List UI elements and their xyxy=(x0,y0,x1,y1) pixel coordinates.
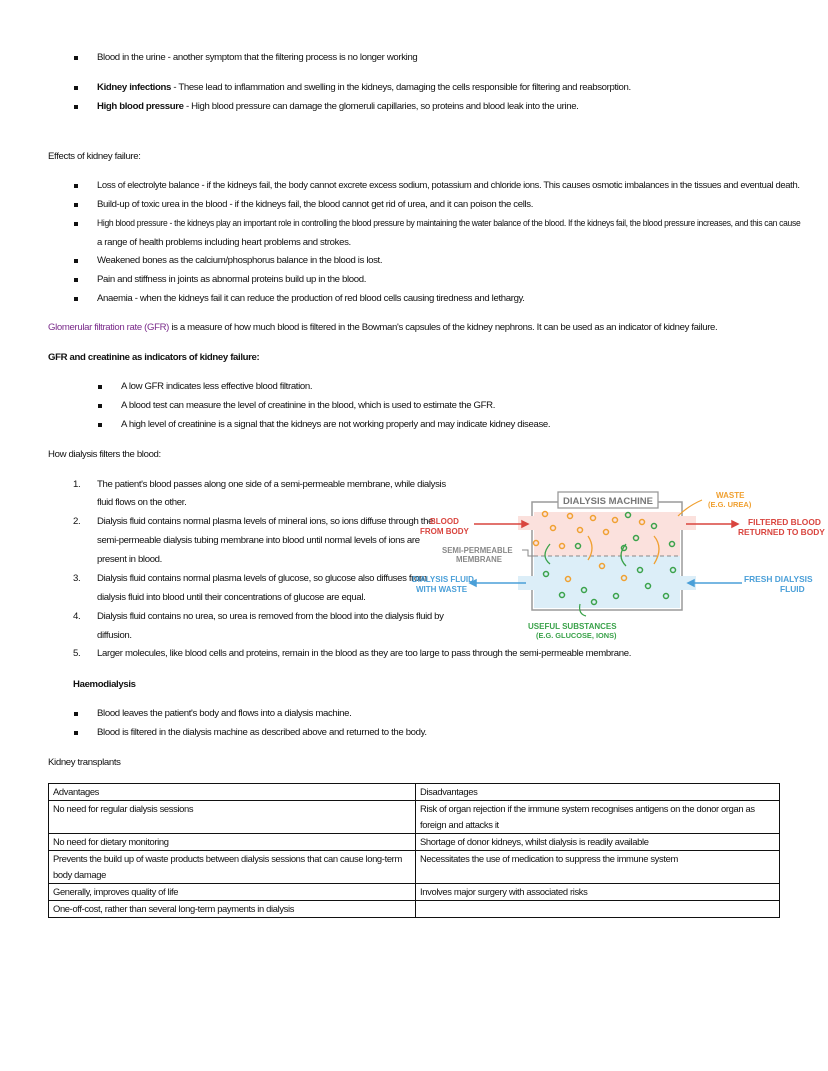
bullet xyxy=(98,385,102,389)
table-cell: Risk of organ rejection if the immune system recognises antigens on the donor organ as foreign and attacks it xyxy=(416,801,780,834)
section-heading: Kidney transplants xyxy=(48,757,121,768)
bullet-text: High blood pressure - the kidneys play an important role in controlling the blood pressure by maintaining the water balance of the blood. If the kidneys fail, the blood pressure increases, and this can cause xyxy=(97,218,801,229)
step-number: 4. xyxy=(73,611,81,622)
bullet xyxy=(74,259,78,263)
filtered-blood-label: FILTERED BLOOD xyxy=(748,517,821,527)
dialysis-fluid-label: DIALYSIS FLUID xyxy=(412,575,474,584)
table-cell: Generally, improves quality of life xyxy=(49,884,416,901)
blood-from-body-label: BLOOD xyxy=(430,517,459,526)
bullet xyxy=(74,105,78,109)
table-header: Advantages xyxy=(49,784,416,801)
bullet xyxy=(74,278,78,282)
gfr-definition: Glomerular filtration rate (GFR) is a measure of how much blood is filtered in the Bowman's capsules of the kidney nephrons. It can be used as an indicator of kidney failure. xyxy=(48,322,718,333)
step-text: dialysis fluid into blood until their concentrations of glucose are equal. xyxy=(97,592,366,603)
step-text: Dialysis fluid contains no urea, so urea is removed from the blood into the dialysis fluid by xyxy=(97,611,444,622)
table-row xyxy=(49,834,780,851)
membrane-label: SEMI-PERMEABLE xyxy=(442,546,513,555)
fresh-fluid-label: FRESH DIALYSIS xyxy=(744,574,813,584)
table-cell: Prevents the build up of waste products between dialysis sessions that can cause long-term body damage xyxy=(49,851,416,884)
gfr-term: Glomerular filtration rate (GFR) xyxy=(48,322,170,333)
bullet-text: A high level of creatinine is a signal that the kidneys are not working properly and may indicate kidney disease. xyxy=(121,419,551,430)
table-cell: Involves major surgery with associated risks xyxy=(416,884,780,901)
step-number: 5. xyxy=(73,648,81,659)
dialysis-fluid-label-2: WITH WASTE xyxy=(416,585,468,594)
bullet-text-continued: a range of health problems including heart problems and strokes. xyxy=(97,237,351,248)
membrane-label-2: MEMBRANE xyxy=(456,555,502,564)
blood-from-body-label-2: FROM BODY xyxy=(420,527,469,536)
table-cell: No need for regular dialysis sessions xyxy=(49,801,416,834)
table-cell: Shortage of donor kidneys, whilst dialysis is readily available xyxy=(416,834,780,851)
table-row xyxy=(49,801,780,834)
section-heading: GFR and creatinine as indicators of kidney failure: xyxy=(48,352,260,363)
bullet-text: A blood test can measure the level of creatinine in the blood, which is used to estimate the GFR. xyxy=(121,400,496,411)
step-text: The patient's blood passes along one side of a semi-permeable membrane, while dialysis xyxy=(97,479,446,490)
fresh-fluid-label-2: FLUID xyxy=(780,584,805,594)
table-header-row xyxy=(49,784,780,801)
table-row xyxy=(49,851,780,884)
bullet xyxy=(74,297,78,301)
step-text: diffusion. xyxy=(97,630,132,641)
step-text: Dialysis fluid contains normal plasma levels of mineral ions, so ions diffuse through the xyxy=(97,516,434,527)
bullet xyxy=(74,203,78,207)
bullet-text: A low GFR indicates less effective blood filtration. xyxy=(121,381,313,392)
bullet-text: Kidney infections - These lead to inflammation and swelling in the kidneys, damaging the cells responsible for filtering and reabsorption. xyxy=(97,82,631,93)
step-number: 1. xyxy=(73,479,81,490)
step-text: fluid flows on the other. xyxy=(97,497,187,508)
step-text: present in blood. xyxy=(97,554,162,565)
table-cell: One-off-cost, rather than several long-term payments in dialysis xyxy=(49,901,416,918)
bullet xyxy=(74,56,78,60)
bullet-text: Build-up of toxic urea in the blood - if the kidneys fail, the blood cannot get rid of urea, and it can poison the cells. xyxy=(97,199,534,210)
section-heading: Haemodialysis xyxy=(73,679,136,690)
bullet xyxy=(98,423,102,427)
bullet-text: Blood is filtered in the dialysis machine as described above and returned to the body. xyxy=(97,727,427,738)
table-cell: Necessitates the use of medication to suppress the immune system xyxy=(416,851,780,884)
step-text: Dialysis fluid contains normal plasma levels of glucose, so glucose also diffuses from xyxy=(97,573,427,584)
bullet xyxy=(74,86,78,90)
filtered-blood-label-2: RETURNED TO BODY xyxy=(738,527,825,537)
section-heading: How dialysis filters the blood: xyxy=(48,449,161,460)
bullet-text: Blood in the urine - another symptom that the filtering process is no longer working xyxy=(97,52,418,63)
waste-label: WASTE xyxy=(716,491,745,500)
step-number: 3. xyxy=(73,573,81,584)
transplant-table xyxy=(48,783,780,918)
bullet xyxy=(74,712,78,716)
machine-label: DIALYSIS MACHINE xyxy=(563,496,653,507)
useful-substances-example: (E.G. GLUCOSE, IONS) xyxy=(536,631,617,640)
bullet xyxy=(74,184,78,188)
table-cell: No need for dietary monitoring xyxy=(49,834,416,851)
bullet-text: Anaemia - when the kidneys fail it can reduce the production of red blood cells causing tiredness and lethargy. xyxy=(97,293,525,304)
bullet-text: High blood pressure - High blood pressure can damage the glomeruli capillaries, so proteins and blood leak into the urine. xyxy=(97,101,579,112)
useful-substances-label: USEFUL SUBSTANCES xyxy=(528,622,617,631)
bullet-text: Blood leaves the patient's body and flows into a dialysis machine. xyxy=(97,708,352,719)
bullet xyxy=(74,222,78,226)
step-text: Larger molecules, like blood cells and proteins, remain in the blood as they are too large to pass through the semi-permeable membrane. xyxy=(97,648,632,659)
step-number: 2. xyxy=(73,516,81,527)
dialysis-diagram xyxy=(410,486,828,644)
table-header: Disadvantages xyxy=(416,784,780,801)
bullet xyxy=(74,731,78,735)
table-row xyxy=(49,901,780,918)
bullet-text: Loss of electrolyte balance - if the kidneys fail, the body cannot excrete excess sodium, potassium and chloride ions. This causes osmotic imbalances in the tissues and eventual death. xyxy=(97,180,800,191)
step-text: semi-permeable dialysis tubing membrane into blood until normal levels of ions are xyxy=(97,535,420,546)
table-row xyxy=(49,884,780,901)
section-heading: Effects of kidney failure: xyxy=(48,151,141,162)
table-cell xyxy=(416,901,780,918)
bullet-text: Weakened bones as the calcium/phosphorus balance in the blood is lost. xyxy=(97,255,383,266)
waste-example-label: (E.G. UREA) xyxy=(708,500,752,509)
bullet-text: Pain and stiffness in joints as abnormal proteins build up in the blood. xyxy=(97,274,367,285)
bullet xyxy=(98,404,102,408)
